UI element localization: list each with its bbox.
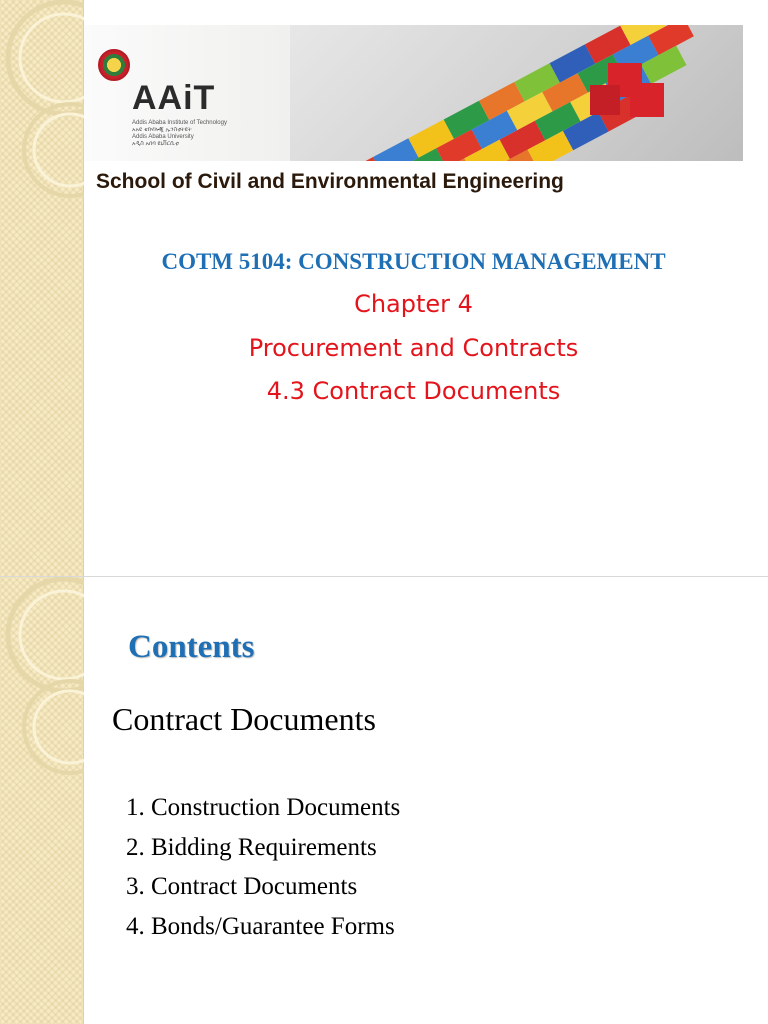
lego-bricks-image (290, 25, 743, 161)
header-banner (84, 25, 743, 161)
logo-line: Addis Ababa University (132, 134, 194, 140)
logo-line: Addis Ababa Institute of Technology (132, 120, 227, 126)
university-seal-icon (98, 49, 130, 81)
contents-subheading: Contract Documents (112, 701, 376, 737)
list-item: 2. Bidding Requirements (126, 833, 377, 861)
logo-area (84, 25, 290, 161)
list-item: 4. Bonds/Guarantee Forms (126, 912, 395, 940)
contents-slide (0, 577, 768, 1024)
contents-heading: Contents (128, 629, 255, 665)
logo-subtext (132, 120, 227, 148)
decorative-side-strip (0, 577, 84, 1024)
decorative-rings-icon (0, 577, 84, 1024)
logo-line: አአዩ ቴክኖሎጂ ኢንስቲትዩት (132, 127, 192, 133)
logo-wordmark: AAiT (132, 79, 216, 117)
lego-bricks-illustration (290, 25, 743, 161)
contents-list (126, 788, 400, 946)
logo-line: አዲስ አበባ ዩኒቨርሲቲ (132, 141, 179, 147)
slide-divider (0, 576, 768, 577)
course-title: COTM 5104: CONSTRUCTION MANAGEMENT (161, 249, 666, 274)
school-title: School of Civil and Environmental Engineering (96, 170, 564, 193)
list-item: 1. Construction Documents (126, 794, 401, 821)
decorative-rings-icon (0, 0, 84, 577)
section-title: 4.3 Contract Documents (266, 377, 561, 405)
list-item: 3. Contract Documents (126, 873, 358, 900)
chapter-heading: Chapter 4 (354, 290, 473, 318)
decorative-side-strip (0, 0, 84, 577)
chapter-topic: Procurement and Contracts (248, 334, 579, 362)
